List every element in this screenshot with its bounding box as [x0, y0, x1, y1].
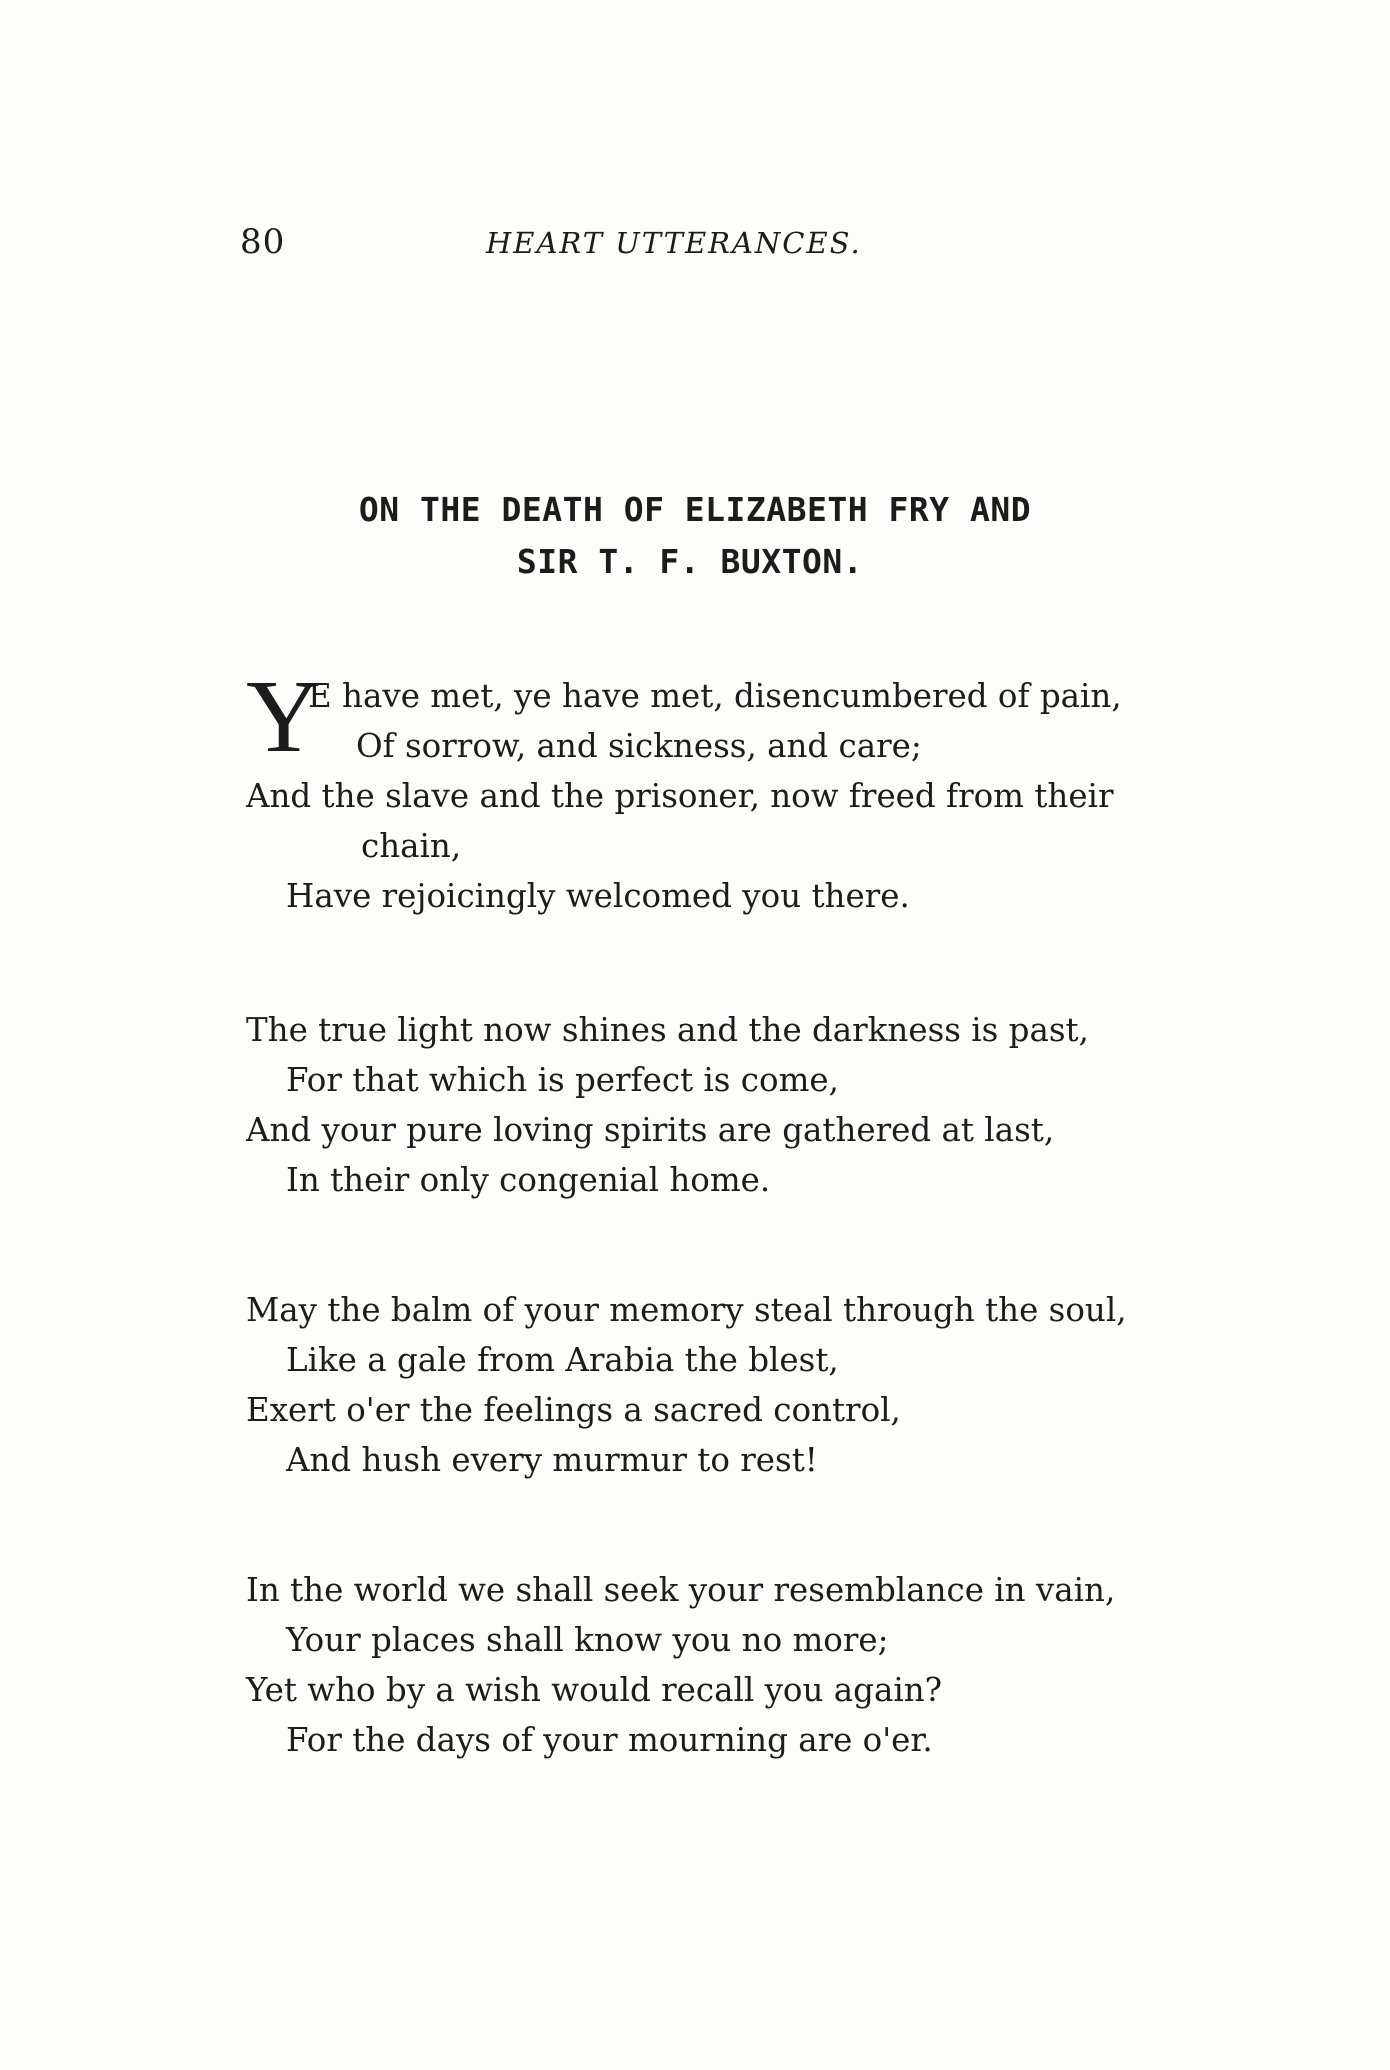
verse-line: The true light now shines and the darkness is past,	[246, 1011, 1089, 1049]
stanza	[246, 1565, 1226, 1765]
verse-line: For that which is perfect is come,	[286, 1061, 839, 1099]
verse-line: chain,	[361, 827, 462, 865]
verse-line: Of sorrow, and sickness, and care;	[356, 727, 922, 765]
verse-line: Like a gale from Arabia the blest,	[286, 1341, 839, 1379]
verse-line: For the days of your mourning are o'er.	[286, 1721, 933, 1759]
poem-title-line: ON THE DEATH OF ELIZABETH FRY AND	[358, 490, 1032, 529]
verse-line: Your places shall know you no more;	[286, 1621, 889, 1659]
verse-line: And hush every murmur to rest!	[286, 1441, 818, 1479]
book-title: HEART UTTERANCES.	[486, 226, 862, 260]
verse-line: And the slave and the prisoner, now freed from their	[246, 777, 1114, 815]
verse-line: In their only congenial home.	[286, 1161, 771, 1199]
verse-line: In the world we shall seek your resemblance in vain,	[246, 1571, 1116, 1609]
page-number: 80	[240, 222, 286, 262]
verse-line: Exert o'er the feelings a sacred control,	[246, 1391, 901, 1429]
stanza	[246, 1285, 1226, 1485]
stanza	[246, 1005, 1226, 1205]
stanza	[246, 659, 1226, 921]
poem-title-line: SIR T. F. BUXTON.	[516, 542, 864, 581]
verse-line: May the balm of your memory steal through the soul,	[246, 1291, 1127, 1329]
verse-line: Have rejoicingly welcomed you there.	[286, 877, 910, 915]
drop-cap: Y	[246, 659, 322, 774]
verse-line: E have met, ye have met, disencumbered of pain,	[308, 677, 1122, 715]
verse-line: And your pure loving spirits are gathered at last,	[246, 1111, 1055, 1149]
verse-line: Yet who by a wish would recall you again?	[246, 1671, 943, 1709]
running-head	[240, 222, 1140, 262]
poem-title	[0, 484, 1390, 588]
